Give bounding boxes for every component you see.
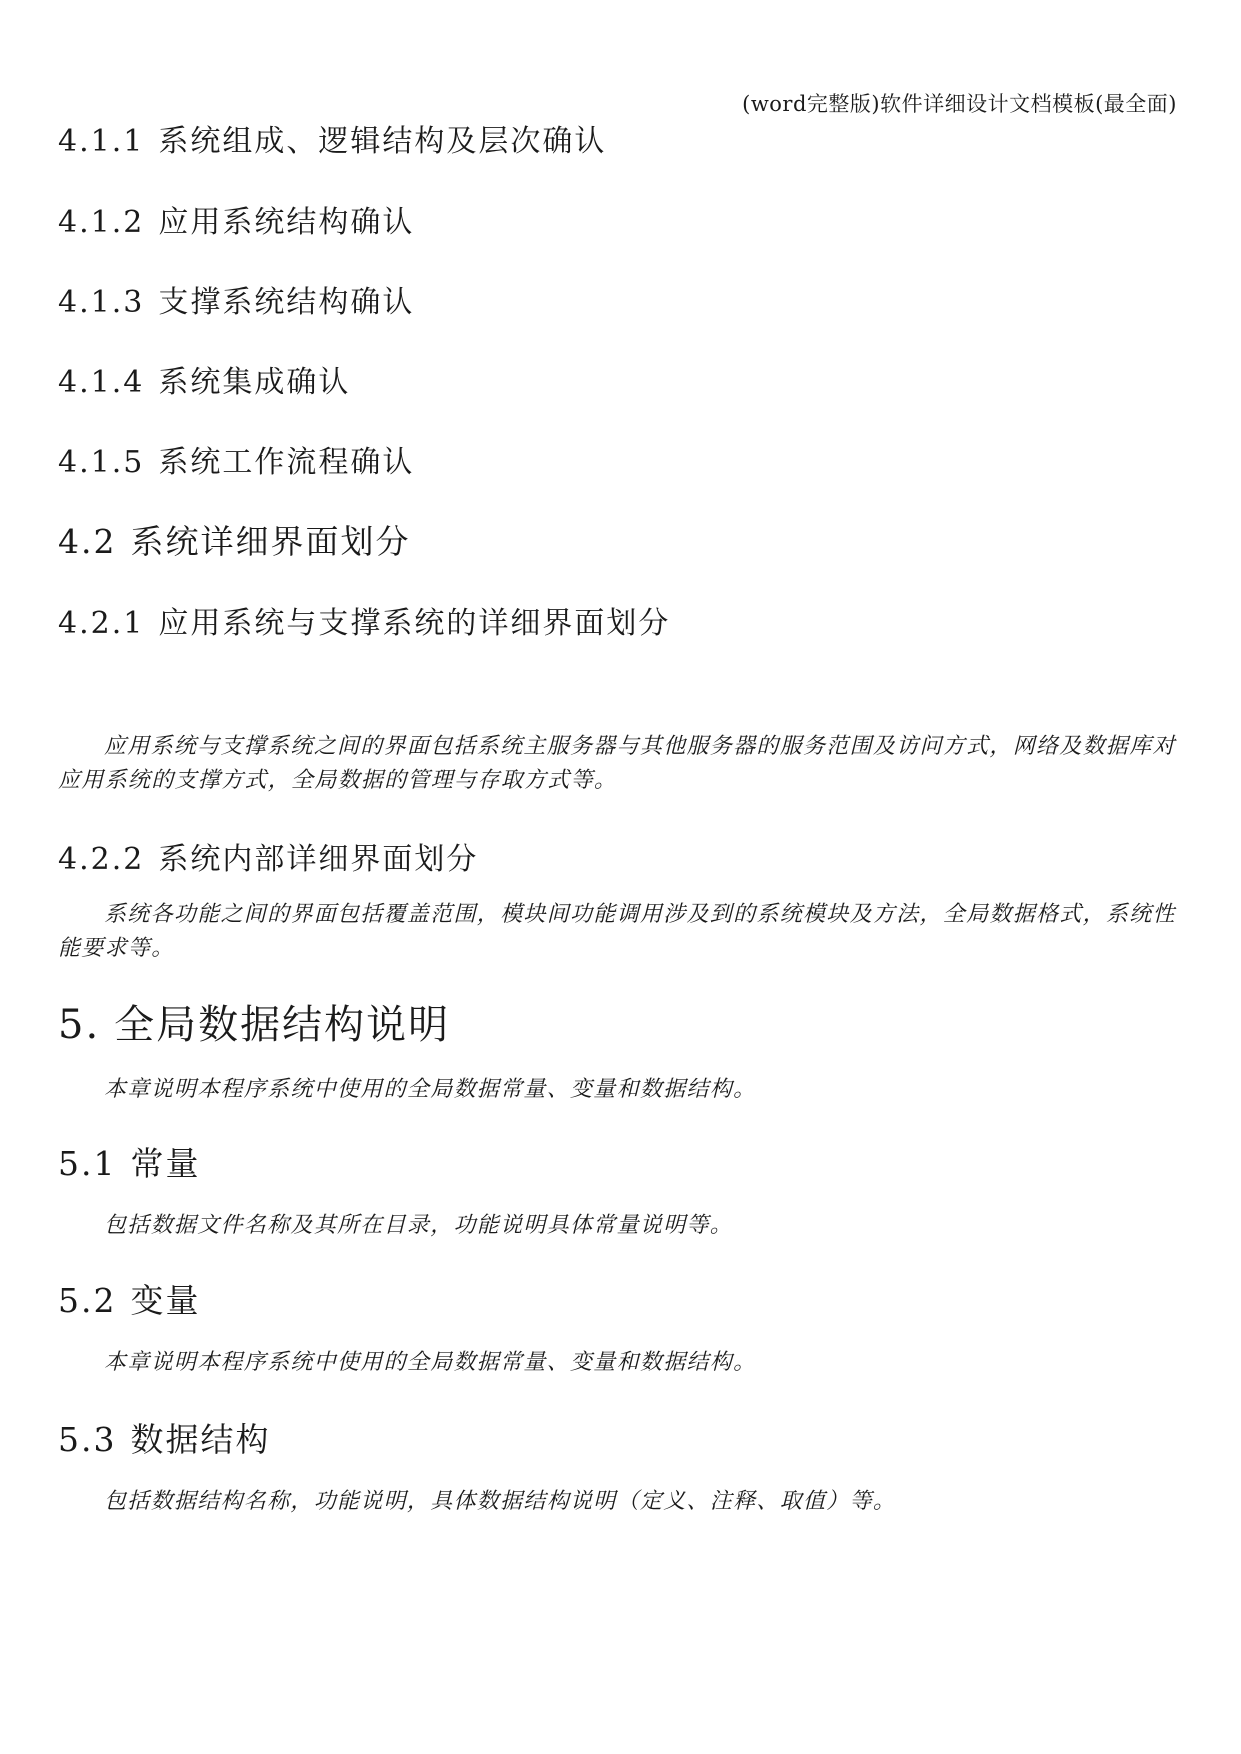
heading-title: 数据结构: [130, 1420, 271, 1459]
heading-number: 5.: [58, 1002, 101, 1048]
heading-4-2-1: [58, 598, 670, 642]
heading-number: 4.2: [58, 522, 117, 561]
heading-number: 4.1.3: [58, 285, 145, 320]
paragraph-5: 本章说明本程序系统中使用的全局数据常量、变量和数据结构。: [104, 1077, 757, 1102]
heading-title: 系统详细界面划分: [130, 522, 411, 561]
heading-title: 系统集成确认: [158, 365, 351, 400]
heading-number: 5.3: [58, 1420, 117, 1459]
paragraph-5-3: 包括数据结构名称，功能说明，具体数据结构说明（定义、注释、取值）等。: [104, 1489, 897, 1514]
heading-4-1-2: [58, 197, 414, 241]
paragraph-5-1: 包括数据文件名称及其所在目录，功能说明具体常量说明等。: [104, 1213, 734, 1238]
heading-title: 变量: [130, 1281, 201, 1320]
heading-number: 4.1.4: [58, 365, 145, 400]
heading-title: 应用系统与支撑系统的详细界面划分: [158, 606, 671, 641]
heading-4-2-2: [58, 834, 478, 878]
paragraph-4-2-1: 应用系统与支撑系统之间的界面包括系统主服务器与其他服务器的服务范围及访问方式，网络及数据库对应用系统的支撑方式，全局数据的管理与存取方式等。: [58, 734, 1176, 793]
heading-number: 4.1.2: [58, 205, 145, 240]
heading-number: 5.1: [58, 1144, 117, 1183]
heading-title: 全局数据结构说明: [114, 1002, 451, 1048]
heading-title: 系统内部详细界面划分: [158, 842, 479, 877]
running-header: (word完整版)软件详细设计文档模板(最全面): [742, 92, 1177, 116]
heading-4-1-3: [58, 277, 414, 321]
heading-4-1-4: [58, 357, 350, 401]
heading-4-1-1: [58, 116, 606, 160]
heading-number: 4.1.1: [58, 124, 145, 159]
heading-number: 5.2: [58, 1281, 117, 1320]
heading-5-1: [58, 1138, 200, 1185]
heading-title: 系统组成、逻辑结构及层次确认: [158, 124, 607, 159]
heading-title: 支撑系统结构确认: [158, 285, 415, 320]
paragraph-4-2-2: 系统各功能之间的界面包括覆盖范围，模块间功能调用涉及到的系统模块及方法，全局数据格式，系统性能要求等。: [58, 902, 1176, 961]
heading-number: 4.2.2: [58, 842, 145, 877]
heading-title: 应用系统结构确认: [158, 205, 415, 240]
heading-5: [58, 993, 450, 1050]
heading-title: 常量: [130, 1144, 201, 1183]
heading-5-3: [58, 1414, 270, 1461]
heading-4-2: [58, 516, 410, 563]
heading-number: 4.1.5: [58, 445, 145, 480]
heading-5-2: [58, 1275, 200, 1322]
paragraph-5-2: 本章说明本程序系统中使用的全局数据常量、变量和数据结构。: [104, 1350, 757, 1375]
heading-number: 4.2.1: [58, 606, 145, 641]
heading-title: 系统工作流程确认: [158, 445, 415, 480]
heading-4-1-5: [58, 437, 414, 481]
